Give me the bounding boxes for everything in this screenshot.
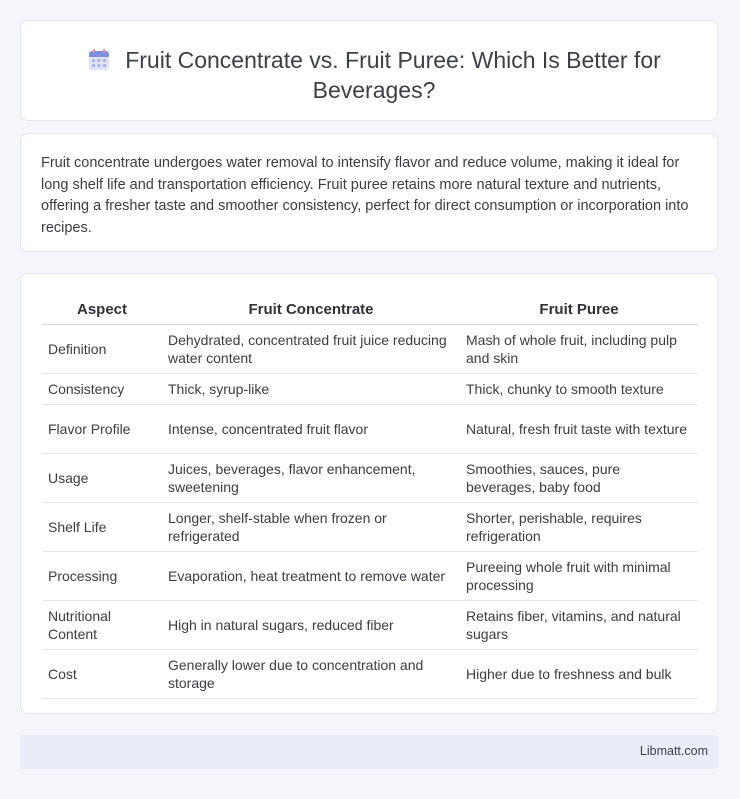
row-aspect: Usage xyxy=(42,454,162,503)
header-aspect: Aspect xyxy=(42,296,162,325)
table-row xyxy=(42,650,698,699)
summary-text: Fruit concentrate undergoes water removal to intensify flavor and reduce volume, making it ideal for long shelf life and transportation efficiency. Fruit puree retains more natural texture and nutrients, offering a fresher taste and smoother consistency, perfect for direct consumption or incorporation into recipes. xyxy=(41,155,689,236)
row-concentrate: High in natural sugars, reduced fiber xyxy=(162,601,460,650)
row-puree: Mash of whole fruit, including pulp and skin xyxy=(460,325,698,374)
table-row xyxy=(42,405,698,454)
page-title-text: Fruit Concentrate vs. Fruit Puree: Which Is Better for Beverages? xyxy=(125,47,661,103)
calendar-icon xyxy=(87,48,111,72)
row-aspect: Processing xyxy=(42,552,162,601)
row-aspect: Cost xyxy=(42,650,162,699)
row-concentrate: Juices, beverages, flavor enhancement, sweetening xyxy=(162,454,460,503)
row-concentrate: Generally lower due to concentration and storage xyxy=(162,650,460,699)
row-puree: Pureeing whole fruit with minimal processing xyxy=(460,552,698,601)
row-concentrate: Thick, syrup-like xyxy=(162,374,460,405)
row-puree: Shorter, perishable, requires refrigeration xyxy=(460,503,698,552)
summary-card xyxy=(20,133,718,252)
footer-brand: Libmatt.com xyxy=(639,744,708,758)
comparison-table xyxy=(42,296,698,699)
header-fruit-puree: Fruit Puree xyxy=(460,296,698,325)
row-concentrate: Evaporation, heat treatment to remove water xyxy=(162,552,460,601)
row-puree: Higher due to freshness and bulk xyxy=(460,650,698,699)
row-puree: Smoothies, sauces, pure beverages, baby food xyxy=(460,454,698,503)
table-header-row xyxy=(42,296,698,325)
row-puree: Retains fiber, vitamins, and natural sugars xyxy=(460,601,698,650)
table-row xyxy=(42,374,698,405)
table-row xyxy=(42,454,698,503)
comparison-card xyxy=(20,273,718,714)
row-aspect: Flavor Profile xyxy=(42,405,162,454)
title-card xyxy=(20,20,718,121)
footer xyxy=(20,735,718,769)
row-concentrate: Intense, concentrated fruit flavor xyxy=(162,405,460,454)
row-aspect: Shelf Life xyxy=(42,503,162,552)
row-aspect: Consistency xyxy=(42,374,162,405)
table-row xyxy=(42,503,698,552)
table-row xyxy=(42,601,698,650)
row-puree: Thick, chunky to smooth texture xyxy=(460,374,698,405)
header-fruit-concentrate: Fruit Concentrate xyxy=(162,296,460,325)
row-puree: Natural, fresh fruit taste with texture xyxy=(460,405,698,454)
row-aspect: Definition xyxy=(42,325,162,374)
table-row xyxy=(42,325,698,374)
row-concentrate: Longer, shelf-stable when frozen or refrigerated xyxy=(162,503,460,552)
row-aspect: Nutritional Content xyxy=(42,601,162,650)
page-title xyxy=(61,45,687,105)
row-concentrate: Dehydrated, concentrated fruit juice reducing water content xyxy=(162,325,460,374)
table-row xyxy=(42,552,698,601)
